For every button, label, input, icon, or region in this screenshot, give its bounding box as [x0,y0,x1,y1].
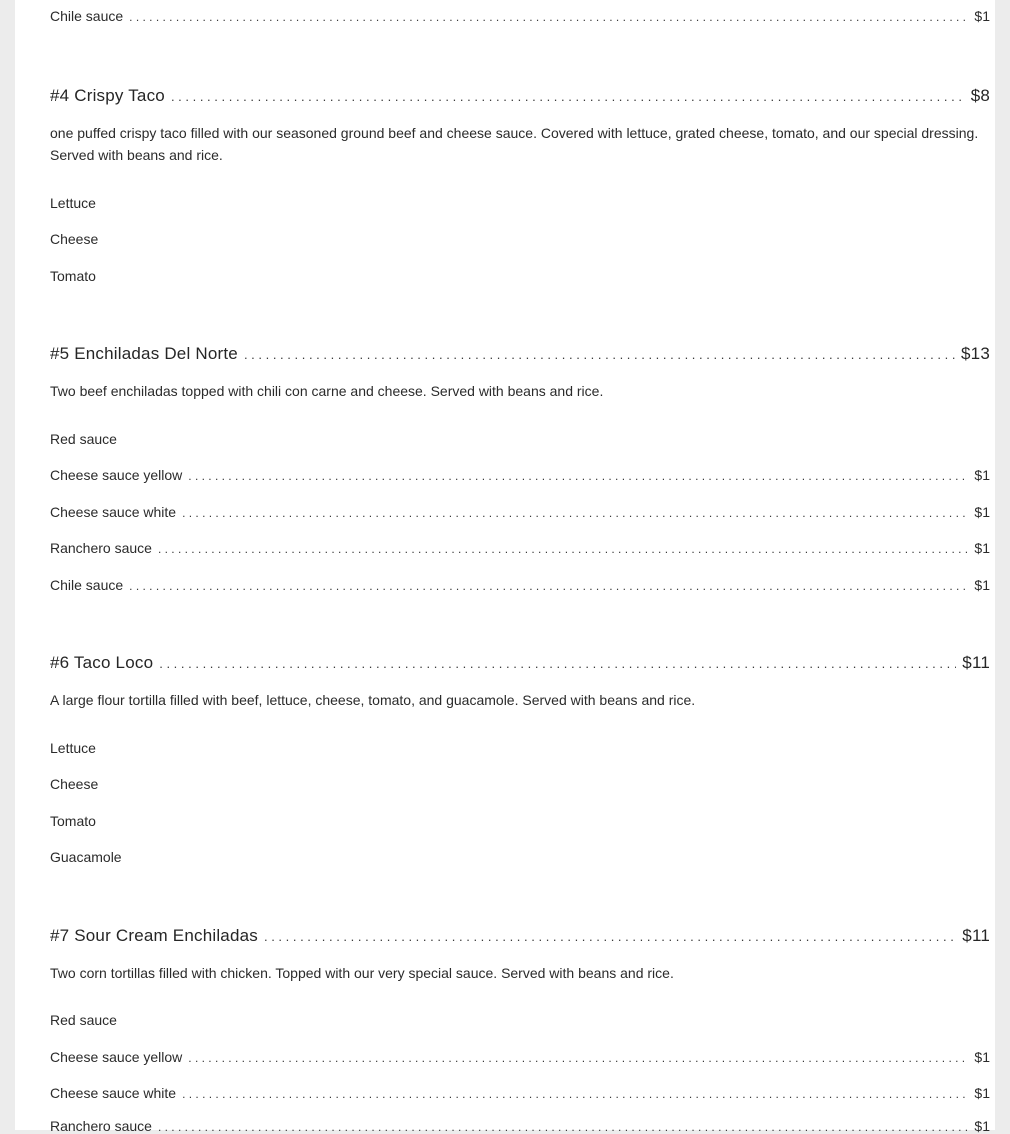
menu-item-description: one puffed crispy taco filled with our seasoned ground beef and cheese sauce. Covered with lettuce, grated cheese, tomato, and our special dressing. Served with beans and rice. [50,125,979,163]
option-price: $1 [974,467,990,483]
option-row[interactable] [50,504,990,520]
menu-item-description: Two corn tortillas filled with chicken. Topped with our very special sauce. Served with beans and rice. [50,965,674,981]
option-label: Ranchero sauce [50,540,152,556]
menu-item-title-row[interactable] [50,86,990,106]
dot-leader [188,469,968,483]
option-row[interactable] [50,1049,990,1065]
option-label[interactable]: Tomato [50,813,96,829]
menu-item-title: #5 Enchiladas Del Norte [50,344,238,363]
option-price: $1 [974,8,990,24]
option-label[interactable]: Red sauce [50,431,117,447]
option-row[interactable] [50,8,990,24]
option-label[interactable]: Red sauce [50,1012,117,1028]
option-label: Chile sauce [50,577,124,593]
dot-leader [182,506,968,520]
menu-item-price: $11 [962,926,990,945]
menu-item-price: $8 [970,86,990,105]
dot-leader [129,10,968,24]
option-row[interactable] [50,1118,990,1134]
option-label: Ranchero sauce [50,1118,152,1134]
menu-item-title-row[interactable] [50,653,990,673]
option-row[interactable] [50,540,990,556]
dot-leader [188,1051,968,1065]
option-price: $1 [974,1118,990,1134]
menu-item-price: $11 [962,653,990,672]
menu-card [15,0,995,1134]
menu-item-title: #6 Taco Loco [50,653,154,672]
dot-leader [158,542,968,556]
dot-leader [182,1087,968,1101]
menu-item-description: Two beef enchiladas topped with chili con carne and cheese. Served with beans and rice. [50,383,604,399]
menu-item-description: A large flour tortilla filled with beef, lettuce, cheese, tomato, and guacamole. Served with beans and rice. [50,692,696,708]
dot-leader [244,347,955,362]
dot-leader [158,1120,968,1134]
dot-leader [171,89,965,104]
dot-leader [159,656,956,671]
dot-leader [264,929,956,944]
option-row[interactable] [50,1085,990,1101]
option-price: $1 [974,577,990,593]
option-label: Chile sauce [50,8,124,24]
option-label[interactable]: Guacamole [50,849,122,865]
option-label[interactable]: Lettuce [50,195,96,211]
menu-item-title: #7 Sour Cream Enchiladas [50,926,258,945]
option-label[interactable]: Cheese [50,231,99,247]
option-row[interactable] [50,577,990,593]
option-price: $1 [974,1049,990,1065]
option-label[interactable]: Cheese [50,776,99,792]
menu-item-title-row[interactable] [50,344,990,364]
option-label: Cheese sauce white [50,1085,177,1101]
option-label: Cheese sauce yellow [50,467,183,483]
menu-item-title-row[interactable] [50,926,990,946]
option-label[interactable]: Lettuce [50,740,96,756]
option-price: $1 [974,540,990,556]
option-label: Cheese sauce white [50,504,177,520]
menu-item-price: $13 [961,344,990,363]
option-row[interactable] [50,467,990,483]
option-label[interactable]: Tomato [50,268,96,284]
option-price: $1 [974,1085,990,1101]
dot-leader [129,579,968,593]
option-price: $1 [974,504,990,520]
option-label: Cheese sauce yellow [50,1049,183,1065]
menu-item-title: #4 Crispy Taco [50,86,165,105]
